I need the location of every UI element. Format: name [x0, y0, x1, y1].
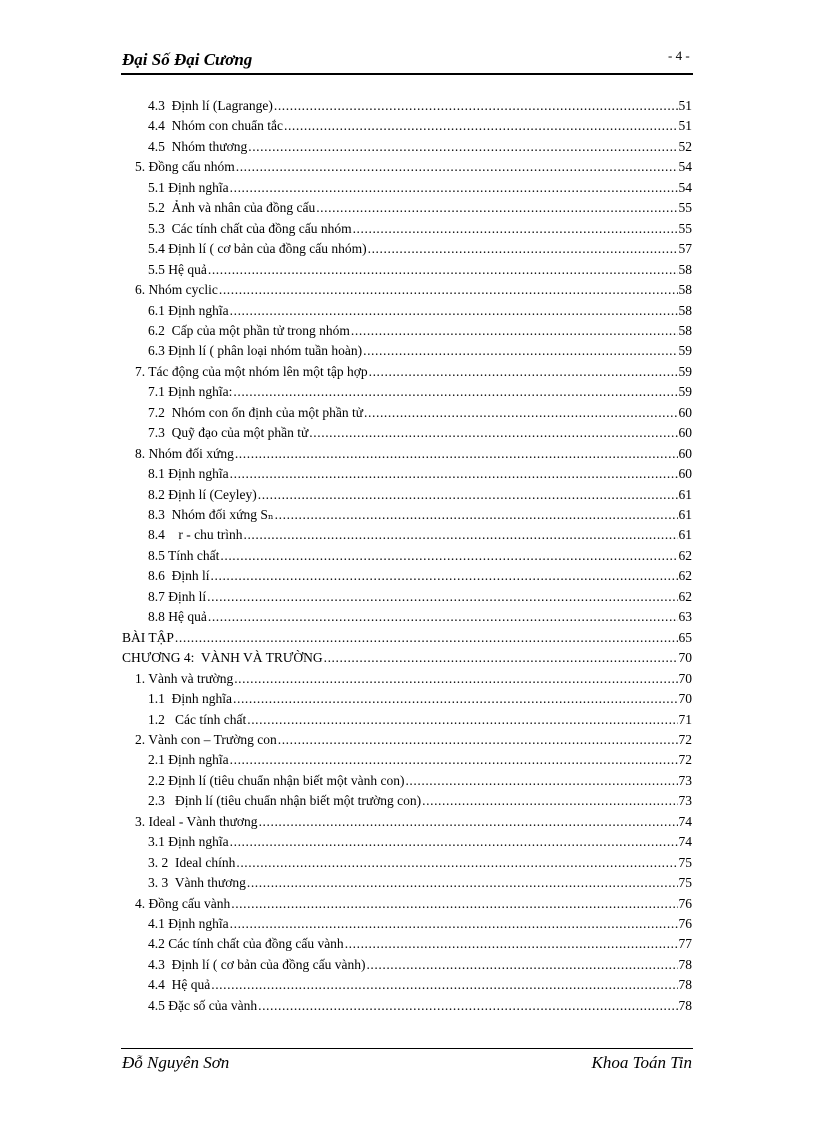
toc-dot-leader [351, 321, 678, 341]
toc-entry-page: 78 [678, 956, 692, 972]
toc-dot-leader [368, 239, 678, 259]
toc-entry[interactable] [135, 280, 692, 300]
toc-dot-leader [230, 178, 678, 198]
toc-entry-title: 5.1 Định nghĩa [148, 179, 229, 195]
toc-entry-title: 5.4 Định lí ( cơ bản của đồng cấu nhóm) [148, 241, 367, 257]
toc-dot-leader [230, 832, 678, 852]
toc-entry-page: 70 [678, 650, 692, 666]
toc-entry[interactable] [135, 444, 692, 464]
department-name: Khoa Toán Tin [591, 1053, 692, 1072]
toc-entry[interactable] [148, 116, 692, 136]
toc-entry-title: 2.3 Định lí (tiêu chuẩn nhận biết một trường con) [148, 793, 422, 809]
toc-entry-title: 3.1 Định nghĩa [148, 834, 229, 850]
header-divider [121, 73, 693, 75]
toc-entry[interactable] [135, 812, 692, 832]
toc-entry[interactable] [148, 341, 692, 361]
toc-entry[interactable] [148, 239, 692, 259]
toc-dot-leader [274, 96, 678, 116]
toc-dot-leader [219, 280, 678, 300]
toc-entry-title: 3. 3 Vành thương [148, 875, 246, 891]
toc-dot-leader [364, 403, 677, 423]
toc-dot-leader [233, 689, 678, 709]
toc-entry-page: 73 [678, 793, 692, 809]
toc-entry[interactable] [148, 955, 692, 975]
toc-entry-title: 4.1 Định nghĩa [148, 916, 229, 931]
toc-entry-title: 5.2 Ảnh và nhân của đồng cấu [148, 200, 316, 216]
toc-dot-leader [324, 648, 678, 668]
toc-entry[interactable] [135, 669, 692, 689]
toc-entry-page: 58 [678, 282, 692, 298]
toc-entry[interactable] [122, 628, 692, 648]
toc-entry-title: CHƯƠNG 4: VÀNH VÀ TRƯỜNG [122, 650, 323, 666]
toc-entry-page: 78 [678, 997, 692, 1013]
toc-dot-leader [258, 996, 677, 1016]
toc-dot-leader [236, 157, 678, 177]
toc-entry-page: 76 [678, 916, 692, 931]
toc-entry-title: BÀI TẬP [122, 629, 174, 645]
toc-entry-title: 5.5 Hệ quả [148, 261, 207, 277]
toc-entry-title: 1.2 Các tính chất [148, 711, 247, 727]
toc-entry-page: 63 [678, 609, 692, 625]
toc-entry[interactable] [148, 96, 692, 116]
toc-dot-leader [247, 710, 677, 730]
toc-dot-leader [211, 975, 677, 995]
toc-entry[interactable] [148, 791, 692, 811]
toc-entry-page: 58 [678, 261, 692, 277]
toc-entry-page: 71 [678, 711, 692, 727]
toc-entry[interactable] [148, 464, 692, 484]
book-title: Đại Số Đại Cương [122, 50, 253, 69]
toc-dot-leader [345, 934, 678, 954]
toc-entry-title: 6.2 Cấp của một phần tử trong nhóm [148, 322, 350, 338]
toc-entry[interactable] [148, 301, 692, 321]
toc-dot-leader [369, 362, 678, 382]
toc-entry-page: 75 [678, 854, 692, 870]
toc-entry[interactable] [148, 382, 692, 402]
toc-entry-page: 51 [678, 98, 692, 113]
toc-entry-page: 60 [678, 445, 692, 461]
toc-entry[interactable] [148, 750, 692, 770]
toc-entry-title: 8.2 Định lí (Ceyley) [148, 486, 257, 502]
toc-entry-title: 8.1 Định nghĩa [148, 466, 229, 482]
toc-entry-page: 55 [678, 220, 692, 236]
toc-dot-leader [230, 464, 678, 484]
toc-entry-title: 2. Vành con – Trường con [135, 731, 277, 747]
toc-entry-page: 58 [678, 302, 692, 318]
toc-dot-leader [230, 301, 678, 321]
toc-entry-page: 54 [678, 159, 692, 175]
toc-entry[interactable] [148, 587, 692, 607]
toc-entry-title: 6.1 Định nghĩa [148, 302, 229, 318]
toc-entry-page: 77 [678, 936, 692, 952]
toc-entry-page: 72 [678, 752, 692, 768]
toc-entry[interactable] [148, 198, 692, 218]
toc-dot-leader [175, 628, 678, 648]
toc-entry-page: 60 [678, 466, 692, 482]
toc-entry-page: 62 [678, 588, 692, 604]
toc-entry-page: 61 [678, 507, 692, 522]
toc-entry-title: 4.5 Nhóm thương [148, 138, 248, 154]
toc-entry-page: 65 [678, 629, 692, 645]
author-name: Đỗ Nguyên Sơn [122, 1053, 230, 1072]
toc-entry-page: 54 [678, 179, 692, 195]
toc-entry-page: 78 [678, 977, 692, 993]
toc-entry[interactable] [148, 689, 692, 709]
toc-entry-page: 60 [678, 425, 692, 441]
toc-entry-title: 2.1 Định nghĩa [148, 752, 229, 768]
toc-entry[interactable] [135, 362, 692, 382]
toc-entry-page: 73 [678, 772, 692, 788]
toc-dot-leader [208, 260, 678, 280]
toc-entry-page: 59 [678, 343, 692, 359]
toc-entry-page: 76 [678, 895, 692, 911]
toc-entry-title: 8.4 r - chu trình [148, 527, 243, 543]
toc-entry-title: 4. Đồng cấu vành [135, 895, 231, 911]
toc-entry[interactable] [148, 485, 692, 505]
toc-dot-leader [243, 525, 677, 545]
toc-dot-leader [230, 750, 678, 770]
footer-divider [121, 1048, 693, 1049]
toc-entry-page: 57 [678, 241, 692, 257]
toc-entry[interactable] [135, 894, 692, 914]
toc-entry-page: 58 [678, 322, 692, 338]
toc-entry-page: 70 [678, 691, 692, 707]
toc-dot-leader [233, 382, 677, 402]
toc-entry-title: 8.8 Hệ quả [148, 609, 207, 625]
toc-dot-leader [316, 198, 677, 218]
toc-dot-leader [207, 587, 677, 607]
toc-entry-title: 8.5 Tính chất [148, 547, 220, 563]
toc-dot-leader [211, 566, 678, 586]
toc-dot-leader [366, 955, 677, 975]
toc-entry[interactable] [148, 423, 692, 443]
toc-dot-leader [208, 607, 678, 627]
toc-entry[interactable] [148, 914, 692, 934]
toc-dot-leader [234, 669, 677, 689]
toc-entry[interactable] [148, 546, 692, 566]
toc-entry-title: 8.3 Nhóm đối xứng Sₙ [148, 507, 274, 522]
toc-entry[interactable] [148, 853, 692, 873]
toc-dot-leader [422, 791, 677, 811]
toc-entry-page: 52 [678, 138, 692, 154]
toc-dot-leader [353, 219, 678, 239]
toc-dot-leader [236, 853, 677, 873]
toc-entry-title: 7.2 Nhóm con ổn định của một phần tử [148, 404, 364, 420]
toc-entry-title: 8.7 Định lí [148, 588, 207, 604]
toc-entry[interactable] [148, 996, 692, 1016]
toc-entry-page: 59 [678, 363, 692, 379]
toc-entry-title: 3. 2 Ideal chính [148, 854, 236, 870]
toc-dot-leader [230, 914, 678, 934]
toc-entry-title: 4.2 Các tính chất của đồng cấu vành [148, 936, 344, 952]
toc-entry-page: 51 [678, 118, 692, 134]
toc-entry-title: 4.3 Định lí ( cơ bản của đồng cấu vành) [148, 956, 366, 972]
toc-entry[interactable] [135, 730, 692, 750]
toc-entry[interactable] [148, 975, 692, 995]
toc-entry[interactable] [135, 157, 692, 177]
toc-entry[interactable] [148, 607, 692, 627]
toc-entry-title: 8. Nhóm đối xứng [135, 445, 234, 461]
toc-entry[interactable] [148, 566, 692, 586]
toc-entry-title: 1. Vành và trường [135, 670, 234, 686]
toc-entry-page: 61 [678, 527, 692, 543]
toc-dot-leader [220, 546, 677, 566]
toc-entry-page: 55 [678, 200, 692, 216]
toc-entry[interactable] [148, 219, 692, 239]
toc-dot-leader [284, 116, 678, 136]
toc-dot-leader [309, 423, 677, 443]
toc-entry-title: 7. Tác động của một nhóm lên một tập hợp [135, 363, 368, 379]
toc-entry[interactable] [148, 934, 692, 954]
toc-entry[interactable] [148, 403, 692, 423]
toc-entry-page: 72 [678, 731, 692, 747]
toc-entry[interactable] [122, 648, 692, 668]
toc-entry[interactable] [148, 505, 692, 525]
toc-dot-leader [363, 341, 677, 361]
toc-dot-leader [259, 812, 678, 832]
toc-entry-page: 75 [678, 875, 692, 891]
toc-entry-page: 62 [678, 547, 692, 563]
toc-entry-page: 62 [678, 568, 692, 584]
toc-entry-title: 8.6 Định lí [148, 568, 210, 584]
toc-entry[interactable] [148, 260, 692, 280]
toc-dot-leader [258, 485, 678, 505]
toc-entry-title: 2.2 Định lí (tiêu chuẩn nhận biết một vành con) [148, 772, 405, 788]
toc-entry-title: 5.3 Các tính chất của đồng cấu nhóm [148, 220, 352, 236]
toc-entry[interactable] [148, 321, 692, 341]
toc-dot-leader [248, 137, 677, 157]
toc-entry-page: 74 [678, 834, 692, 850]
toc-dot-leader [275, 505, 678, 525]
toc-entry-title: 7.3 Quỹ đạo của một phần tử [148, 425, 309, 441]
toc-entry-page: 61 [678, 486, 692, 502]
toc-entry[interactable] [148, 137, 692, 157]
toc-entry-title: 1.1 Định nghĩa [148, 691, 232, 707]
toc-entry-title: 5. Đồng cấu nhóm [135, 159, 235, 175]
toc-entry-page: 70 [678, 670, 692, 686]
page-number: - 4 - [668, 48, 690, 63]
toc-entry-title: 7.1 Định nghĩa: [148, 384, 233, 400]
toc-dot-leader [405, 771, 677, 791]
toc-entry[interactable] [148, 525, 692, 545]
toc-entry-title: 3. Ideal - Vành thương [135, 813, 258, 829]
toc-dot-leader [247, 873, 678, 893]
toc-entry[interactable] [148, 710, 692, 730]
toc-dot-leader [278, 730, 678, 750]
toc-entry[interactable] [148, 178, 692, 198]
toc-entry-title: 4.4 Nhóm con chuẩn tắc [148, 118, 283, 134]
toc-entry-title: 6.3 Định lí ( phân loại nhóm tuần hoàn) [148, 343, 363, 359]
toc-entry-page: 74 [678, 813, 692, 829]
toc-entry-title: 6. Nhóm cyclic [135, 282, 218, 298]
toc-entry-title: 4.5 Đặc số của vành [148, 997, 258, 1013]
toc-entry-page: 60 [678, 404, 692, 420]
toc-entry[interactable] [148, 873, 692, 893]
toc-entry-title: 4.3 Định lí (Lagrange) [148, 98, 273, 113]
toc-entry-title: 4.4 Hệ quả [148, 977, 211, 993]
toc-dot-leader [231, 894, 677, 914]
toc-entry[interactable] [148, 832, 692, 852]
toc-entry-page: 59 [678, 384, 692, 400]
toc-dot-leader [235, 444, 678, 464]
toc-entry[interactable] [148, 771, 692, 791]
